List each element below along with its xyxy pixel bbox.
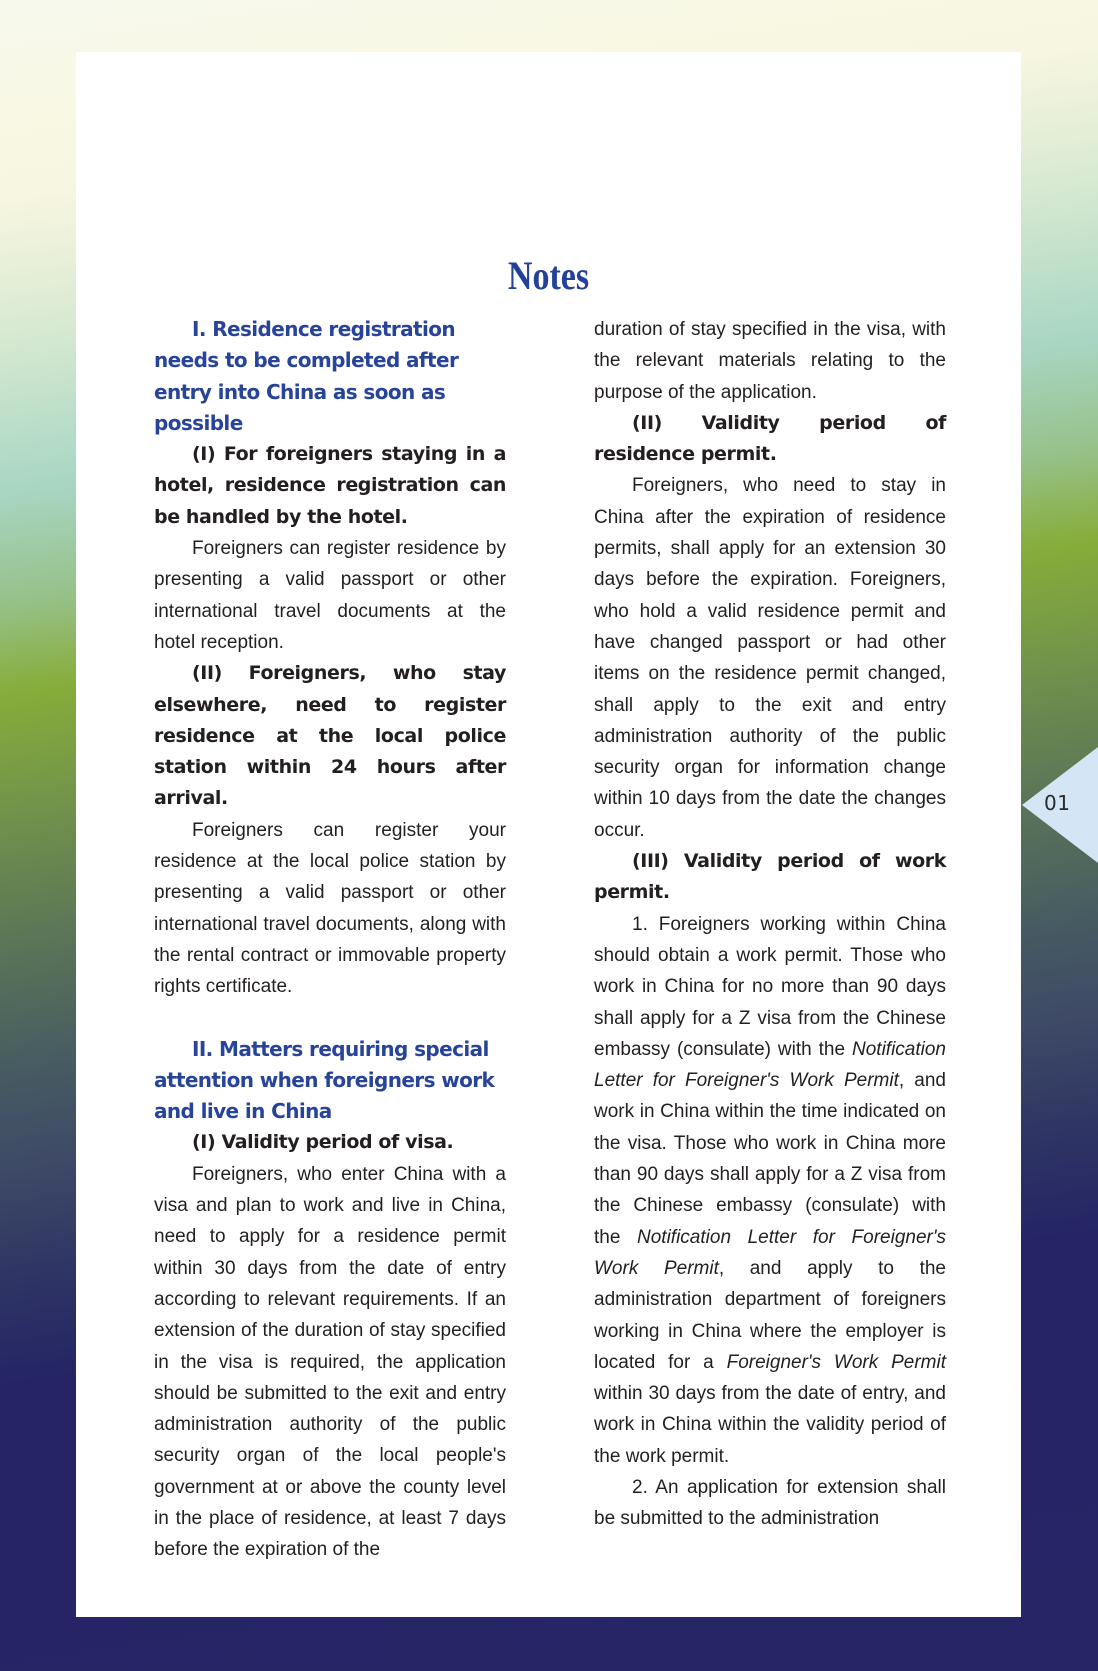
paragraph-hotel-registration: Foreigners can register residence by presenting a valid passport or other international travel documents at the hotel reception. [154,538,506,653]
subheading-hotel-registration: (I) For foreigners staying in a hotel, residence registration can be handled by the hotel. [154,443,506,528]
paragraph-visa-validity-continued: duration of stay specified in the visa, with the relevant materials relating to the purpose of the application. [594,319,946,403]
page-number: 01 [1044,791,1071,815]
section-heading-work-and-live: II. Matters requiring special attention when foreigners work and live in China [154,1036,495,1124]
subheading-work-permit-validity: (III) Validity period of work permit. [594,850,946,904]
paragraph-residence-permit-validity: Foreigners, who need to stay in China after the expiration of residence permits, shall apply for an extension 30 days before the expiration. Foreigners, who hold a valid residence permit and have changed passport or had other items on the residence permit changed, shall apply to the exit and entry administration authority of the public security organ for information change within 10 days from the date the changes occur. [594,475,946,841]
paragraph-work-permit-item-1 [594,909,946,1472]
item1-text-part3: , and apply to the administration department of foreigners working in China where the employer is located for a [594,1257,946,1373]
right-column [594,314,946,1535]
item1-italic-work-permit: Foreigner's Work Permit [726,1351,947,1373]
item1-text-part1: 1. Foreigners working within China should obtain a work permit. Those who work in China for no more than 90 days shall apply for a Z visa from the Chinese embassy (consulate) with the [594,913,946,1060]
subheading-residence-permit-validity: (II) Validity period of residence permit. [594,411,946,466]
section-spacer [154,1003,506,1034]
paragraph-elsewhere-registration: Foreigners can register your residence at the local police station by presenting a valid passport or other international travel documents, along with the rental contract or immovable property rights certificate. [154,819,506,998]
item1-italic-notification-letter-2: Notification Letter for Foreigner's Work Permit [594,1226,946,1279]
paragraph-work-permit-item-2: 2. An application for extension shall be submitted to the administration [594,1476,946,1530]
item1-text-part2: , and work in China within the time indicated on the visa. Those who work in China more than 90 days shall apply for a Z visa from the Chinese embassy (consulate) with the [594,1070,946,1248]
section-heading-residence-registration: I. Residence registration needs to be completed after entry into China as soon as possible [154,317,459,435]
paragraph-visa-validity: Foreigners, who enter China with a visa and plan to work and live in China, need to apply for a residence permit within 30 days from the date of entry according to relevant requirements. If an extension of the duration of stay specified in the visa is required, the application should be submitted to the exit and entry administration authority of the public security organ of the local people's government at or above the county level in the place of residence, at least 7 days before the expiration of the [154,1163,506,1561]
item1-italic-notification-letter-1: Notification Letter for Foreigner's Work Permit [594,1038,946,1092]
item1-text-part4: within 30 days from the date of entry, and work in China within the validity period of the work permit. [594,1383,946,1467]
left-column [154,314,506,1566]
subheading-elsewhere-registration: (II) Foreigners, who stay elsewhere, need to register residence at the local police station within 24 hours after arrival. [154,662,506,810]
page-number-tab [1022,747,1098,863]
subheading-visa-validity: (I) Validity period of visa. [192,1131,454,1154]
page-title: Notes [507,253,590,298]
